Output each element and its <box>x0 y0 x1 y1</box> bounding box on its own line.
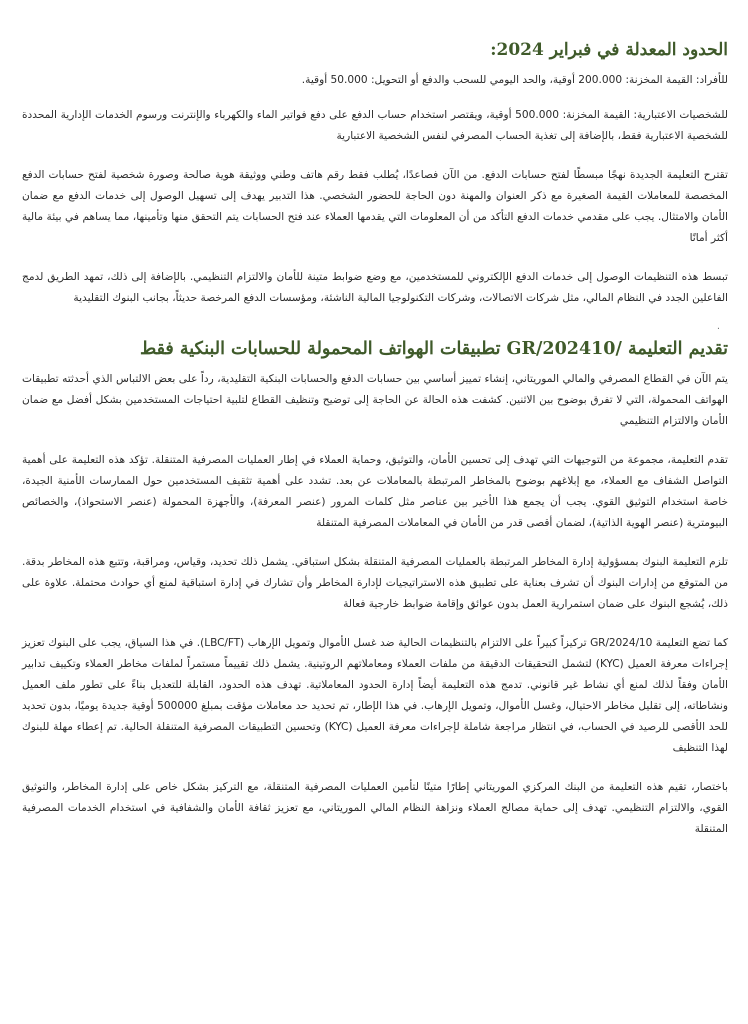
section-heading-revised-limits: الحدود المعدلة في فبراير 2024: <box>490 40 728 60</box>
paragraph-account-opening: تقترح التعليمة الجديدة نهجًا مبسطًا لفتح حسابات الدفع. من الآن فصاعدًا، يُطلب فقط رقم هاتف وطني ووثيقة هوية صالحة وصورة شخصية لفتح حسابات الدفع المخصصة للمعاملات القيمة الصغيرة مع ذكر العنوان والمهنة دون الحاجة للحضور الشخصي. هذا التدبير يهدف إلى تسهيل الوصول إلى خدمات الدفع مع ضمان الأمان والامتثال. يجب على مقدمي خدمات الدفع التأكد من أن المعلومات التي يقدمها العملاء عند فتح الحسابات يتم التحقق منها وتأمينها، مما يساهم في بيئة مالية أكثر أمانًا <box>22 169 728 244</box>
paragraph-aml-kyc: كما تضع التعليمة GR/2024/10 تركيزاً كبيراً على الالتزام بالتنظيمات الحالية ضد غسل الأموال وتمويل الإرهاب (LBC/FT). في هذا السياق، يجب على البنوك تعزيز إجراءات معرفة العميل (KYC) لتشمل التحقيقات الدقيقة من ملفات العملاء ومعاملاتهم الروتينية. يشمل ذلك تقييماً مستمراً لملفات مخاطر العملاء وتكييف تدابير الأمان وفقاً لذلك لمنع أي نشاط غير قانوني. تدمج هذه التعليمة أيضاً إدارة الحدود المعاملاتية. تهدف هذه الحدود، القابلة للتعديل بناءً على تطور ملف العميل ونشاطاته، إلى تقليل مخاطر الاحتيال، وغسل الأموال، وتمويل الإرهاب. في هذا الإطار، تم تحديد حد معاملات مؤقت بمبلغ 500000 أوقية جديدة يوميًا، بدون تحديد للحد الأقصى للرصيد في الحساب، في انتظار مراجعة شاملة لإجراءات معرفة العميل (KYC) وتحسين التطبيقات المصرفية المتنقلة الحالية. تم إعطاء مهلة للبنوك لهذا التنظيف <box>22 637 728 754</box>
paragraph-payment-vs-bank-accounts: يتم الآن في القطاع المصرفي والمالي الموريتاني، إنشاء تمييز أساسي بين حسابات الدفع والحسابات البنكية التقليدية، رداً على بعض الالتباس الذي أحدثته تطبيقات الهواتف المحمولة، التي لا تفرق بوضوح بين الاثنين. كشفت هذه الحالة عن الحاجة إلى توضيح وتنظيف القطاع لتلبية احتياجات المستخدمين بشكل أفضل مع ضمان الأمان والالتزام التنظيمي <box>22 373 728 427</box>
paragraph-individuals-limits: للأفراد: القيمة المخزنة: 200.000 أوقية، والحد اليومي للسحب والدفع أو التحويل: 50.000 أوقية. <box>301 74 728 86</box>
separator-dot: . <box>716 321 720 332</box>
paragraph-regulation-summary: تبسط هذه التنظيمات الوصول إلى خدمات الدفع الإلكتروني للمستخدمين، مع وضع ضوابط متينة للأمان والالتزام التنظيمي. بالإضافة إلى ذلك، تمهد الطريق لدمج الفاعلين الجدد في النظام المالي، مثل شركات الاتصالات، وشركات التكنولوجيا المالية الناشئة، ومؤسسات الدفع المرخصة حديثاً، بجانب البنوك التقليدية <box>22 271 728 304</box>
section-heading-mobile-apps-instruction: تقديم التعليمة /GR/202410 تطبيقات الهواتف المحمولة للحسابات البنكية فقط <box>139 339 728 359</box>
paragraph-risk-management: تلزم التعليمة البنوك بمسؤولية إدارة المخاطر المرتبطة بالعمليات المصرفية المتنقلة بشكل استباقي. يشمل ذلك تحديد، وقياس، ومراقبة، وتتبع هذه المخاطر بدقة. من المتوقع من إدارات البنوك أن تشرف بعناية على تطبيق هذه الاستراتيجيات لإدارة المخاطر وأن تشارك في إدارة استباقية لمنع أي حوادث محتملة. علاوة على ذلك، يُشجع البنوك على ضمان استمرارية العمل بدون عوائق وإقامة ضوابط خارجية فعالة <box>22 556 728 610</box>
paragraph-security-authentication: تقدم التعليمة، مجموعة من التوجيهات التي تهدف إلى تحسين الأمان، والتوثيق، وحماية العملاء في إطار العمليات المصرفية المتنقلة. تؤكد هذه التعليمة على أهمية التواصل الشفاف مع العملاء، مع إبلاغهم بوضوح بالمخاطر المرتبطة بالمعاملات عن بعد. تشدد على أهمية تثقيف المستخدمين حول الممارسات الأمنية الجيدة، خاصة استخدام التوثيق القوي. يجب أن يجمع هذا الأخير بين عناصر مثل كلمات المرور (عنصر المعرفة)، والأجهزة المحمولة (عنصر الاستحواذ)، والخصائص البيومترية (عنصر الهوية الذاتية)، لضمان أقصى قدر من الأمان في المعاملات المصرفية المتنقلة <box>22 454 728 529</box>
paragraph-conclusion: باختصار، تقيم هذه التعليمة من البنك المركزي الموريتاني إطارًا متينًا لتأمين العمليات المصرفية المتنقلة، مع التركيز بشكل خاص على إدارة المخاطر، والتوثيق القوي، والالتزام التنظيمي. تهدف إلى حماية مصالح العملاء ونزاهة النظام المالي الموريتاني، مع تعزيز ثقافة الأمان والشفافية في استخدام الخدمات المصرفية المتنقلة <box>22 781 728 835</box>
paragraph-legal-entities-limits: للشخصيات الاعتبارية: القيمة المخزنة: 500.000 أوقية، ويقتصر استخدام حساب الدفع على دفع فواتير الماء والكهرباء والإنترنت ورسوم الخدمات الإدارية المحددة للشخصية الاعتبارية فقط، بالإضافة إلى تغذية الحساب المصرفي لنفس الشخصية الاعتبارية <box>22 109 728 142</box>
